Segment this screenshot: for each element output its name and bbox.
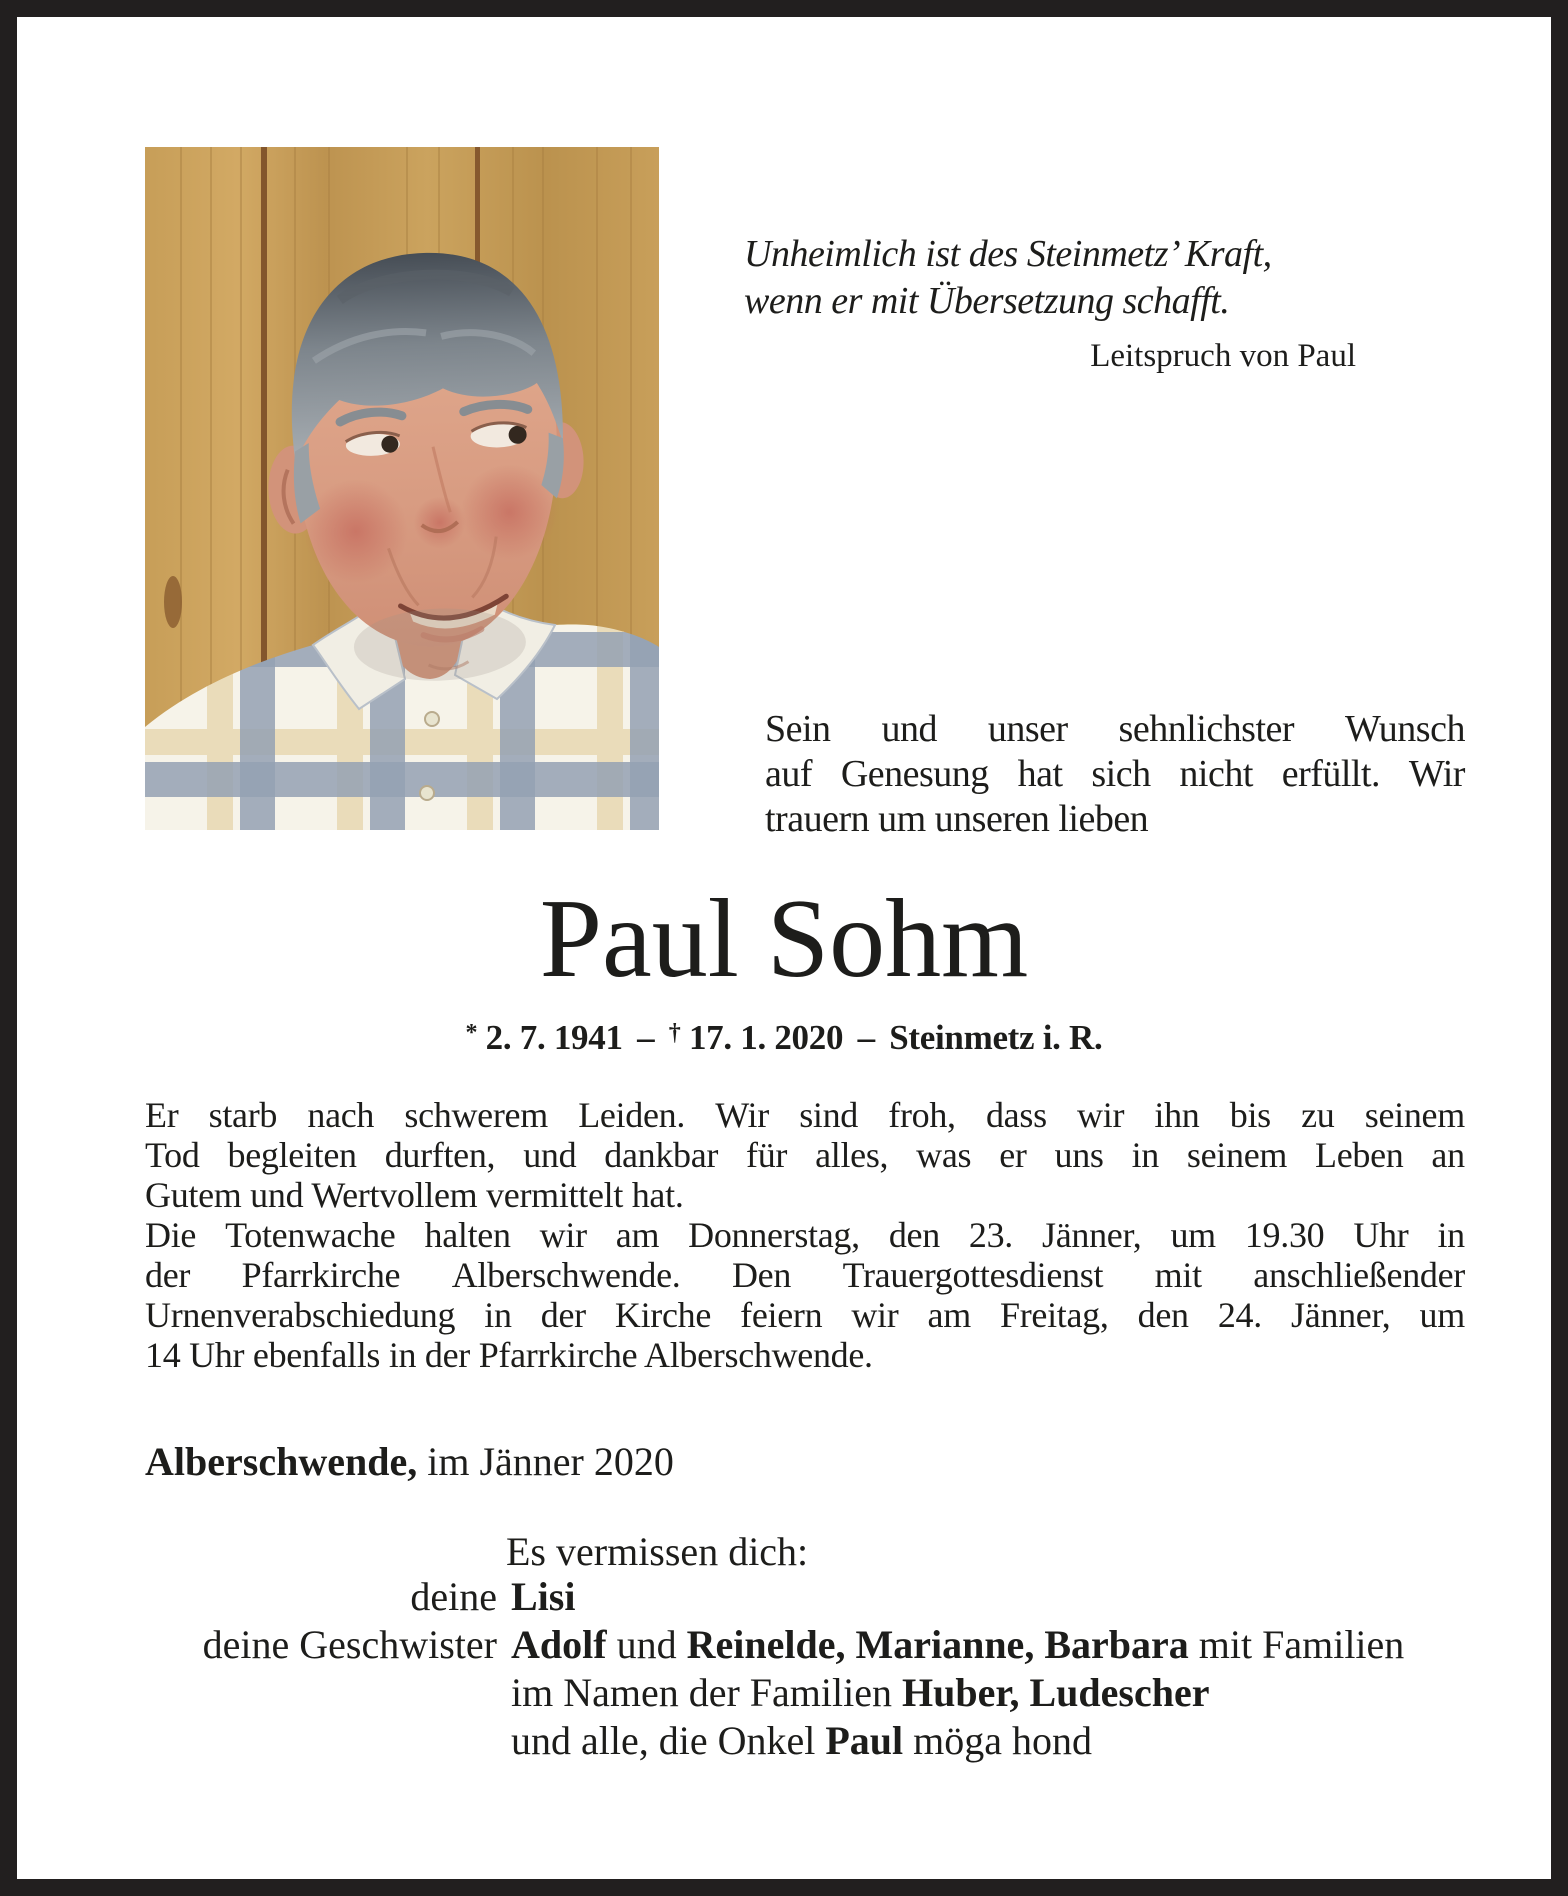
portrait-photo (145, 147, 659, 830)
body-line: Tod begleiten durften, und dankbar für alles, was er uns in seinem Leben an (145, 1135, 1465, 1175)
body-line: Er starb nach schwerem Leiden. Wir sind froh, dass wir ihn bis zu seinem (145, 1095, 1465, 1135)
mourner-text: im Namen der Familien (511, 1670, 893, 1715)
life-dates (17, 1017, 1551, 1063)
shirt-button (425, 712, 439, 726)
mourner-relation: deine Geschwister (202, 1622, 497, 1667)
mourner-name: Huber, Ludescher (902, 1670, 1210, 1715)
intro-line: auf Genesung hat sich nicht erfüllt. Wir (765, 753, 1465, 795)
dates-separator: – (637, 1018, 655, 1057)
mourners-intro: Es vermissen dich: (506, 1529, 809, 1574)
shirt-button (420, 786, 434, 800)
body-line: Gutem und Wertvollem vermittelt hat. (145, 1175, 684, 1215)
mourner-name: Paul (825, 1718, 904, 1763)
motto-quote (744, 231, 1360, 325)
born-symbol: * (465, 1020, 478, 1046)
mourner-relation (145, 1717, 497, 1765)
body-line: 14 Uhr ebenfalls in der Pfarrkirche Alberschwende. (145, 1335, 873, 1375)
portrait-photo-svg (145, 147, 659, 830)
mourner-relation (145, 1669, 497, 1717)
body-line: der Pfarrkirche Alberschwende. Den Trauergottesdienst mit anschließender (145, 1255, 1465, 1295)
mourner-text: möga hond (913, 1718, 1093, 1763)
mourner-text: und alle, die Onkel (511, 1718, 816, 1763)
body-line: Urnenverabschiedung in der Kirche feiern wir am Freitag, den 24. Jänner, um (145, 1295, 1465, 1335)
obituary-body (145, 1095, 1465, 1375)
died-symbol: † (668, 1020, 681, 1046)
dateline (145, 1439, 674, 1485)
mourner-name: Adolf (511, 1622, 607, 1667)
mourner-row (145, 1621, 1475, 1669)
motto-line: wenn er mit Übersetzung schafft. (744, 280, 1230, 322)
intro-line: trauern um unseren lieben (765, 798, 1149, 840)
mourner-text: und (616, 1622, 677, 1667)
body-line: Die Totenwache halten wir am Donnerstag, den 23. Jänner, um 19.30 Uhr in (145, 1215, 1465, 1255)
intro-line: Sein und unser sehnlichster Wunsch (765, 708, 1465, 750)
deceased-name: Paul Sohm (539, 877, 1029, 1001)
mourner-name: Lisi (511, 1574, 576, 1619)
birth-date: 2. 7. 1941 (485, 1018, 623, 1057)
mourners-list (145, 1573, 1475, 1765)
intro-paragraph (765, 707, 1465, 842)
profession: Steinmetz i. R. (889, 1018, 1103, 1057)
mourner-name: Reinelde, Marianne, Barbara (686, 1622, 1189, 1667)
mourner-text: mit Familien (1198, 1622, 1405, 1667)
dates-separator: – (857, 1018, 875, 1057)
mourner-row (145, 1669, 1475, 1717)
mourner-row (145, 1573, 1475, 1621)
mourner-relation: deine (410, 1574, 497, 1619)
dateline-place: Alberschwende, (145, 1439, 418, 1484)
mourner-row (145, 1717, 1475, 1765)
death-date: 17. 1. 2020 (688, 1018, 844, 1057)
motto-line: Unheimlich ist des Steinmetz’ Kraft, (744, 233, 1272, 275)
motto-attribution: Leitspruch von Paul (1090, 338, 1356, 374)
dateline-date: im Jänner 2020 (427, 1439, 674, 1484)
